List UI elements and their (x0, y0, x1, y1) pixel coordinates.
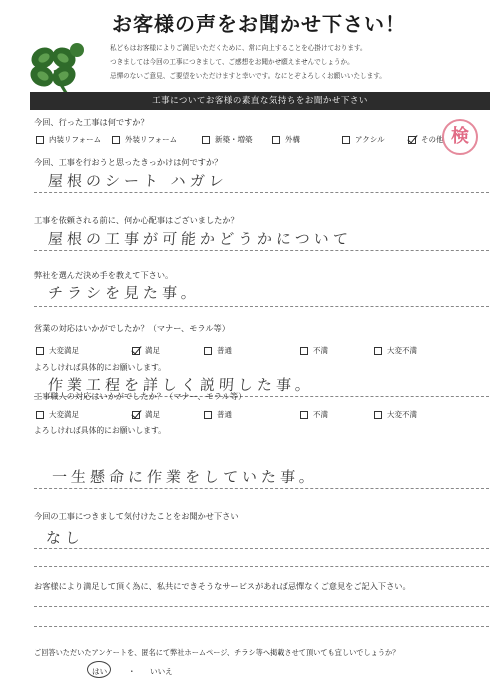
option-label: 普通 (217, 346, 232, 355)
rating-normal[interactable] (204, 345, 300, 356)
yes-option[interactable]: はい (92, 667, 108, 676)
answer-line (34, 488, 489, 489)
checkbox[interactable] (202, 136, 210, 144)
answer-line (34, 548, 489, 549)
handwritten-answer-deciding-factor: チラシを見た事。 (47, 284, 201, 302)
option-label: 外装リフォーム (125, 135, 178, 144)
question-sales-response: 営業の対応はいかがでしたか？（マナー、モラル等） (34, 323, 230, 333)
checkbox[interactable] (36, 136, 44, 144)
question-service-requests: お客様により満足して頂く為に、私共にできそうなサービスがあれば忌憚なくご意見をご記入下さい。 (34, 581, 411, 591)
sales-rating-options (36, 345, 454, 356)
option-label: 満足 (145, 410, 160, 419)
checkbox[interactable] (36, 347, 44, 355)
option-label: 不満 (313, 346, 328, 355)
option-label: 普通 (217, 410, 232, 419)
detail-prompt: よろしければ具体的にお願いします。 (34, 426, 166, 435)
option-label: 大変不満 (387, 346, 417, 355)
option-label: 不満 (313, 410, 328, 419)
answer-line (34, 306, 489, 307)
rating-dissatisfied[interactable] (300, 409, 374, 420)
handwritten-answer-trigger: 屋根のシート ハガレ (47, 172, 229, 190)
intro-text (110, 41, 490, 83)
checkbox-checked[interactable] (408, 136, 416, 144)
checkbox[interactable] (112, 136, 120, 144)
answer-line (34, 192, 489, 193)
checkbox[interactable] (204, 411, 212, 419)
handwritten-answer-concerns: 屋根の工事が可能かどうかについて (47, 230, 353, 248)
separator: ・ (128, 667, 136, 676)
four-leaf-clover-icon (22, 38, 86, 100)
rating-very-satisfied[interactable] (36, 345, 132, 356)
question-work-type: 今回、行った工事は何ですか？ (34, 117, 149, 127)
no-option[interactable]: いいえ (150, 667, 173, 676)
rating-normal[interactable] (204, 409, 300, 420)
option-label: 内装リフォーム (49, 135, 102, 144)
question-noticed: 今回の工事につきまして気付けたことをお聞かせ下さい (34, 511, 239, 521)
option-exterior-reform[interactable] (112, 134, 202, 145)
handwritten-answer-craftsman: 一生懸命に作業をしていた事。 (51, 468, 319, 486)
option-label: 大変満足 (49, 410, 79, 419)
rating-satisfied[interactable] (132, 409, 204, 420)
rating-very-dissatisfied[interactable] (374, 345, 454, 356)
answer-line (34, 626, 489, 627)
answer-line (34, 606, 489, 607)
work-type-options (36, 134, 458, 145)
handwritten-answer-noticed: なし (45, 529, 85, 547)
option-new-build[interactable] (202, 134, 272, 145)
option-exterior-structure[interactable] (272, 134, 342, 145)
option-axil[interactable] (342, 134, 408, 145)
checkbox[interactable] (272, 136, 280, 144)
page-title: お客様の声をお聞かせ下さい！ (112, 12, 406, 36)
rating-very-dissatisfied[interactable] (374, 409, 454, 420)
option-label: 大変不満 (387, 410, 417, 419)
checkbox[interactable] (36, 411, 44, 419)
checkbox[interactable] (300, 347, 308, 355)
inspection-stamp: 検 (442, 119, 478, 155)
question-concerns: 工事を依頼される前に、何か心配事はございましたか？ (34, 215, 239, 225)
answer-line (34, 250, 489, 251)
option-label: 満足 (145, 346, 160, 355)
checkbox[interactable] (204, 347, 212, 355)
rating-dissatisfied[interactable] (300, 345, 374, 356)
craftsman-rating-options (36, 409, 454, 420)
checkbox-checked[interactable] (132, 347, 140, 355)
detail-prompt: よろしければ具体的にお願いします。 (34, 363, 166, 372)
option-label: その他 (421, 135, 444, 144)
option-label: 外構 (285, 135, 300, 144)
checkbox[interactable] (374, 411, 382, 419)
question-trigger: 今回、工事を行おうと思ったきっかけは何ですか？ (34, 157, 223, 167)
option-label: アクシル (355, 135, 385, 144)
question-deciding-factor: 弊社を選んだ決め手を教えて下さい。 (34, 270, 174, 280)
handwritten-answer-sales: 作業工程を詳しく説明した事。 (47, 376, 315, 394)
answer-line (34, 566, 489, 567)
checkbox[interactable] (300, 411, 308, 419)
checkbox[interactable] (342, 136, 350, 144)
checkbox[interactable] (374, 347, 382, 355)
checkbox-checked[interactable] (132, 411, 140, 419)
rating-very-satisfied[interactable] (36, 409, 132, 420)
intro-line: 私どもはお客様によりご満足いただくために、常に向上することを心掛けております。 (110, 44, 367, 52)
intro-line: つきましては今回の工事につきまして、ご感想をお聞かせ願えませんでしょうか。 (110, 58, 354, 66)
rating-satisfied[interactable] (132, 345, 204, 356)
question-publication-consent: ご回答いただいたアンケートを、匿名にて弊社ホームページ、チラシ等へ掲載させて頂いても宜しいでしょうか？ (34, 648, 400, 657)
option-label: 新築・増築 (215, 135, 253, 144)
option-label: 大変満足 (49, 346, 79, 355)
section-banner: 工事についてお客様の素直な気持ちをお聞かせ下さい (30, 92, 490, 110)
question-craftsman-response: 工事職人の対応はいかがでしたか？（マナー、モラル等） (34, 391, 247, 401)
intro-line: 忌憚のないご意見、ご要望をいただけますと幸いです。なにとぞよろしくお願いいたします。 (110, 72, 386, 80)
option-interior-reform[interactable] (36, 134, 112, 145)
